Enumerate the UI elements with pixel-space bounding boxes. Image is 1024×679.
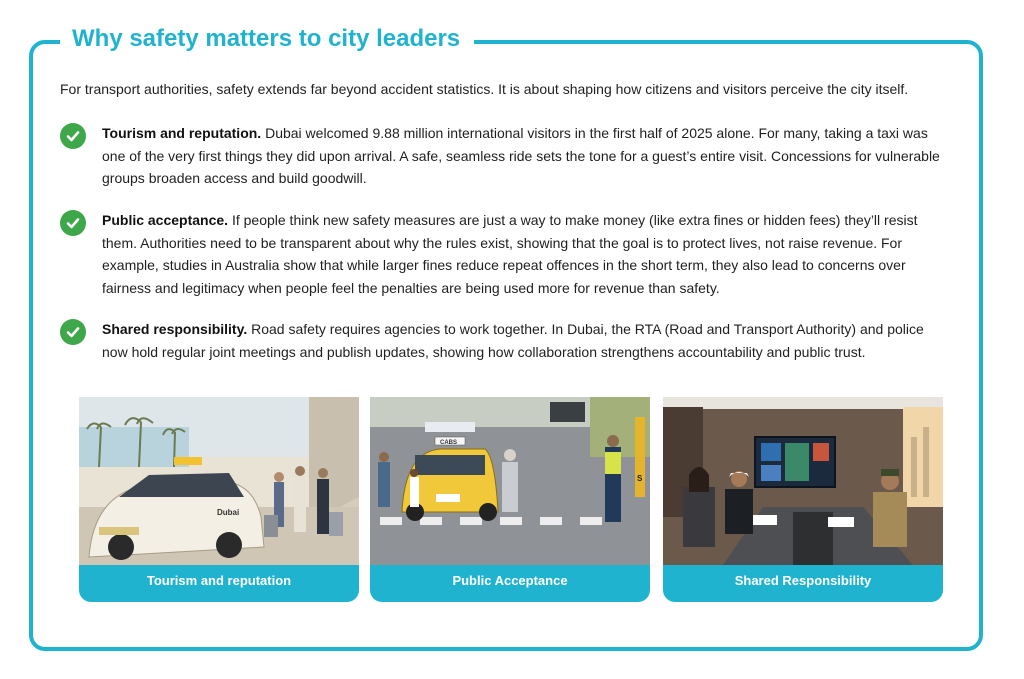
check-circle-icon: [60, 319, 86, 345]
point-body: Road safety requires agencies to work together. In Dubai, the RTA (Road and Transport Authority) and police now hold regular joint meetings and publish updates, showing how collaboration strengthens accountability and public trust.: [102, 321, 924, 360]
airport-taxi-photo: [79, 397, 359, 565]
pedestrian-crossing-photo: [370, 397, 650, 565]
point-shared-responsibility: [60, 318, 950, 363]
page-title: Why safety matters to city leaders: [72, 25, 461, 52]
card-caption: Public Acceptance: [370, 565, 650, 602]
point-heading: Tourism and reputation.: [102, 125, 262, 141]
taxi-roof-text: CABS: [440, 440, 458, 446]
title-bar: [60, 22, 474, 56]
point-body: If people think new safety measures are just a way to make money (like extra fines or hidden fees) they’ll resist them. Authorities need to be transparent about why the rules exist, showing that the goal is to protect lives, not raise revenue. For example, studies in Australia show that while larger fines reduce repeat offences in the short term, they also lead to concerns over fairness and legitimacy when people feel the penalties are being used more for revenue than safety.: [102, 212, 918, 296]
card-caption: Tourism and reputation: [79, 565, 359, 602]
card-public-acceptance: [370, 397, 650, 602]
point-body: Dubai welcomed 9.88 million international visitors in the first half of 2025 alone. For many, taking a taxi was one of the very first things they did upon arrival. A safe, seamless ride sets the tone for a guest’s entire visit. Concessions for vulnerable groups broaden access and build goodwill.: [102, 125, 940, 186]
point-heading: Public acceptance.: [102, 212, 229, 228]
point-tourism: [60, 122, 950, 190]
point-text: [102, 318, 950, 363]
point-text: [102, 122, 950, 190]
sign-text: S: [637, 474, 643, 483]
joint-meeting-photo: [663, 397, 943, 565]
intro-paragraph: For transport authorities, safety extends far beyond accident statistics. It is about shaping how citizens and visitors perceive the city itself.: [60, 81, 909, 97]
point-public-acceptance: [60, 209, 950, 299]
check-circle-icon: [60, 123, 86, 149]
point-text: [102, 209, 950, 299]
taxi-door-text: Dubai: [217, 508, 240, 517]
point-heading: Shared responsibility.: [102, 321, 248, 337]
card-tourism: [79, 397, 359, 602]
check-circle-icon: [60, 210, 86, 236]
card-shared-responsibility: [663, 397, 943, 602]
card-caption: Shared Responsibility: [663, 565, 943, 602]
